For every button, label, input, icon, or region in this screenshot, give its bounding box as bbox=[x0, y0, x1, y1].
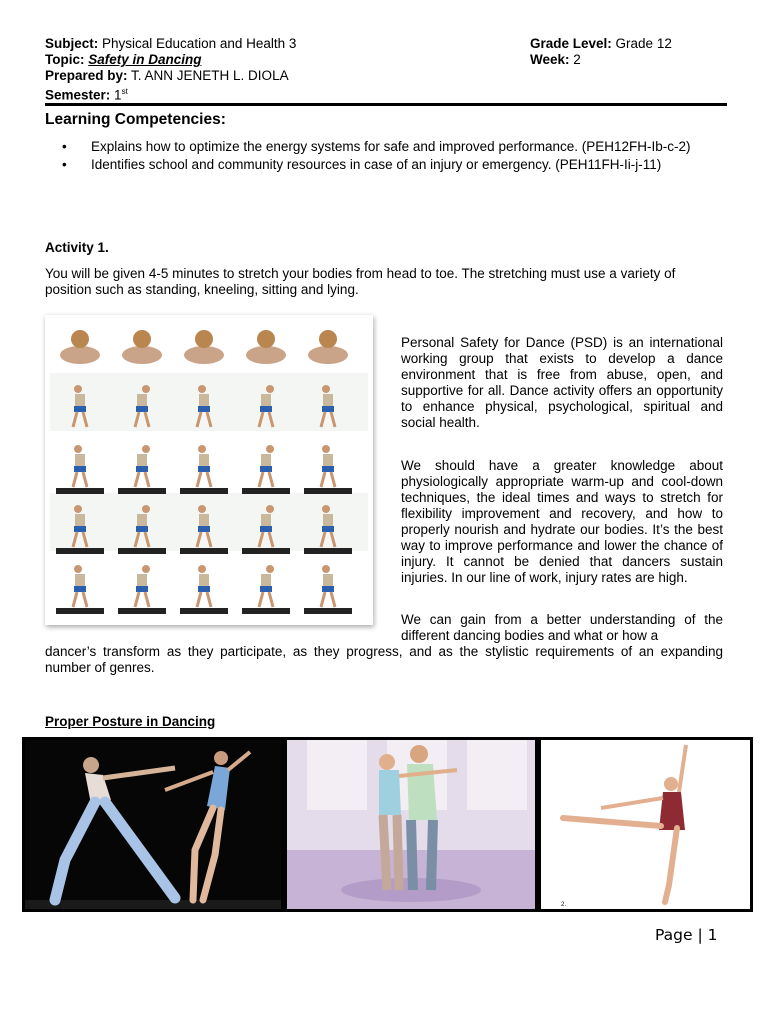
competency-text: Identifies school and community resources in case of an injury or emergency. (PEH11FH-Ii-j-11) bbox=[91, 157, 662, 172]
posture-title: Proper Posture in Dancing bbox=[45, 714, 216, 729]
semester-value: 1 bbox=[110, 87, 122, 103]
ballroom-couple-illustration bbox=[284, 737, 538, 912]
subject-value: Physical Education and Health 3 bbox=[98, 36, 297, 51]
activity-title: Activity 1. bbox=[45, 240, 109, 255]
competency-item bbox=[62, 139, 712, 155]
psd-paragraph: Personal Safety for Dance (PSD) is an international working group that exists to develop a dance environment that is free from abuse, open, and supportive for all. Dance activity offers an opportunity to enhance physical, psychological, spiritual and social health. bbox=[401, 335, 723, 430]
photo-caption: 2. bbox=[561, 902, 567, 908]
knowledge-paragraph: We should have a greater knowledge about physiologically appropriate warm-up and cool-down techniques, the ideal times and ways to stretch for flexibility improvement and recovery, and how to properly nourish and hydrate our bodies. It’s the best way to improve performance and lower the chance of injury. It cannot be denied that dancers sustain injuries. In our line of work, injury rates are high. bbox=[401, 458, 723, 585]
topic-value: Safety in Dancing bbox=[88, 52, 202, 67]
bullet-icon: • bbox=[62, 139, 67, 154]
week-value: 2 bbox=[569, 52, 581, 67]
semester-line bbox=[45, 84, 128, 104]
week-label: Week: bbox=[530, 52, 570, 67]
understanding-paragraph-start: We can gain from a better understanding of the different dancing bodies and what or how a bbox=[401, 612, 723, 643]
bullet-icon: • bbox=[62, 157, 67, 172]
grade-label: Grade Level: bbox=[530, 36, 612, 51]
competency-text: Explains how to optimize the energy systems for safe and improved performance. (PEH12FH-Ib-c-2) bbox=[91, 139, 691, 154]
semester-label: Semester: bbox=[45, 87, 111, 103]
semester-sup: st bbox=[121, 87, 128, 96]
page-number: Page | 1 bbox=[655, 926, 718, 944]
competencies-title: Learning Competencies: bbox=[45, 111, 226, 128]
stretching-poses-figure bbox=[45, 315, 373, 625]
ballerina-arabesque-illustration bbox=[538, 737, 753, 912]
topic-line bbox=[45, 52, 202, 68]
stretching-poses-image bbox=[45, 315, 373, 625]
competencies-list bbox=[62, 139, 712, 175]
prepared-value: T. ANN JENETH L. DIOLA bbox=[127, 68, 289, 83]
ballet-duet-photo bbox=[22, 737, 284, 912]
grade-line bbox=[530, 36, 672, 52]
understanding-paragraph-end: dancer’s transform as they participate, as they progress, and as the stylistic requirements of an expanding number of genres. bbox=[45, 644, 723, 675]
subject-line bbox=[45, 36, 296, 52]
activity-text: You will be given 4-5 minutes to stretch your bodies from head to toe. The stretching must use a variety of position such as standing, kneeling, sitting and lying. bbox=[45, 266, 676, 297]
prepared-label: Prepared by: bbox=[45, 68, 128, 83]
competency-item bbox=[62, 157, 712, 173]
week-line bbox=[530, 52, 581, 68]
topic-label: Topic: bbox=[45, 52, 85, 67]
prepared-line bbox=[45, 68, 289, 84]
subject-label: Subject: bbox=[45, 36, 99, 51]
grade-value: Grade 12 bbox=[611, 36, 672, 51]
header-divider bbox=[45, 103, 727, 106]
